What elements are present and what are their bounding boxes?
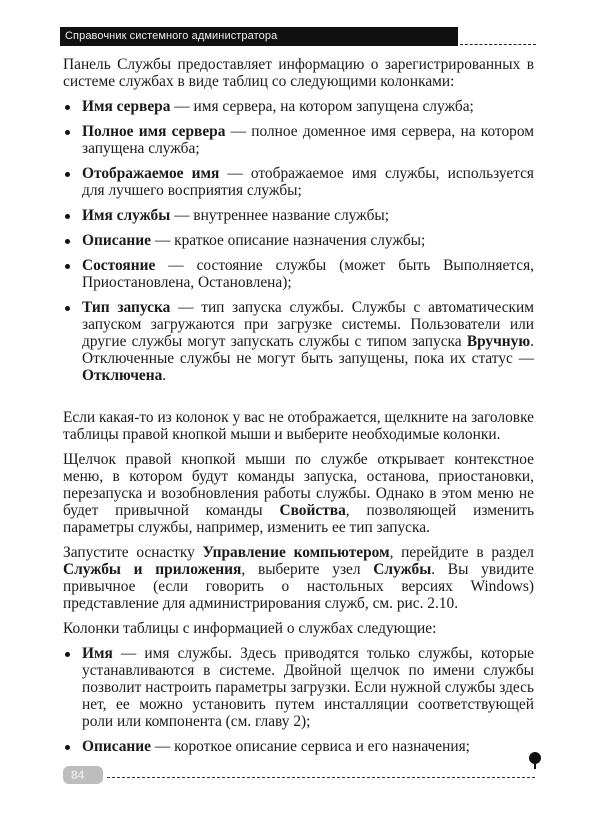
text-run: — внутреннее название службы; bbox=[170, 207, 390, 224]
bold-term: Полное имя сервера bbox=[82, 123, 226, 140]
paragraph bbox=[63, 451, 534, 536]
header-divider bbox=[460, 44, 536, 45]
text-run: — состояние службы (может быть Выполняется, Приостановлена, Остановлена); bbox=[82, 257, 534, 291]
text-run: Панель Службы предоставляет информацию о зарегистрированных в системе службах в виде таблиц со следующими колонками: bbox=[63, 56, 534, 90]
bold-term: Службы и приложения bbox=[63, 561, 242, 578]
paragraph bbox=[63, 544, 534, 612]
text-run: Щелчок правой кнопкой мыши по службе открывает контекстное меню, в котором будут команды запуска, останова, приостановки, перезапуска и возобновления работы службы. Однако в этом меню не будет привычной команды bbox=[63, 451, 534, 519]
bold-term: Имя службы bbox=[82, 207, 171, 224]
bold-term: Свойства bbox=[279, 502, 346, 519]
text-run: — имя службы. Здесь приводятся только службы, которые устанавливаются в системе. Двойной щелчок по имени службы позволит настроить параметры загрузки. Если нужной службы здесь нет, ее можно установить путем инсталляции соответствующей роли или компонента (см. главу 2); bbox=[82, 645, 534, 730]
bold-term: Описание bbox=[82, 232, 151, 249]
bullet-item bbox=[63, 257, 534, 291]
bullet-item bbox=[63, 738, 534, 755]
text-run: . Отключенные службы не могут быть запущены, пока их статус — bbox=[82, 333, 534, 367]
bold-term: Имя сервера bbox=[82, 98, 171, 115]
bullet-item bbox=[63, 232, 534, 249]
bold-term: Состояние bbox=[82, 257, 156, 274]
paragraph bbox=[63, 56, 534, 90]
bold-term: Отключена bbox=[82, 367, 163, 384]
text-run: . Вы увидите привычное (если говорить о настольных версиях Windows) представление для администрирования служб, см. рис. 2.10. bbox=[63, 561, 534, 612]
text-run: — полное доменное имя сервера, на котором запущена служба; bbox=[82, 123, 534, 157]
text-run: , перейдите в раздел bbox=[389, 544, 534, 561]
bold-term: Управление компьютером bbox=[202, 544, 390, 561]
text-run: , позволяющей изменить параметры службы, например, изменить ее тип запуска. bbox=[63, 502, 534, 536]
bold-term: Отображаемое имя bbox=[82, 165, 220, 182]
bullet-item bbox=[63, 98, 534, 115]
bold-term: Описание bbox=[82, 738, 151, 755]
page-number: 84 bbox=[63, 766, 103, 784]
text-run: Колонки таблицы с информацией о службах следующие: bbox=[63, 620, 437, 637]
bullet-item bbox=[63, 123, 534, 157]
bullet-item bbox=[63, 165, 534, 199]
bold-term: Имя bbox=[82, 645, 113, 662]
text-run: , выберите узел bbox=[241, 561, 374, 578]
footer-divider bbox=[107, 777, 535, 778]
text-run: — отображаемое имя службы, используется для лучшего восприятия службы; bbox=[82, 165, 534, 199]
page-body bbox=[63, 56, 534, 763]
book-title: Справочник системного администратора bbox=[65, 30, 278, 42]
text-run: — тип запуска службы. Службы с автоматическим запуском загружаются при загрузке системы. Пользователи или другие службы могут запускать службы с типом запуска bbox=[82, 299, 534, 350]
text-run: — краткое описание назначения службы; bbox=[151, 232, 426, 249]
text-run: Запустите оснастку bbox=[63, 544, 203, 561]
bullet-item bbox=[63, 299, 534, 384]
text-run: — короткое описание сервиса и его назначения; bbox=[151, 738, 470, 755]
bullet-item bbox=[63, 645, 534, 730]
bold-term: Тип запуска bbox=[82, 299, 171, 316]
text-run: . bbox=[162, 367, 167, 384]
paragraph bbox=[63, 409, 534, 443]
text-run: — имя сервера, на котором запущена служба; bbox=[170, 98, 474, 115]
text-run: Если какая-то из колонок у вас не отображается, щелкните на заголовке таблицы правой кнопкой мыши и выберите необходимые колонки. bbox=[63, 409, 534, 443]
bold-term: Службы bbox=[373, 561, 432, 578]
bullet-item bbox=[63, 207, 534, 224]
bold-term: Вручную bbox=[466, 333, 531, 350]
running-header bbox=[60, 27, 458, 46]
paragraph bbox=[63, 620, 534, 637]
footer-pin-icon bbox=[529, 752, 541, 764]
